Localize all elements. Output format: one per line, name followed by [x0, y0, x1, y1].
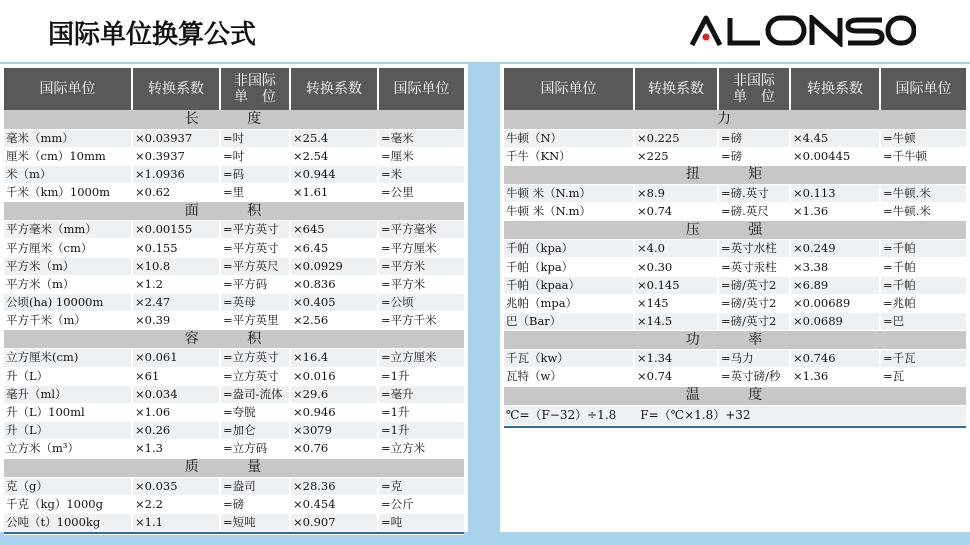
table-cell: ×0.39	[132, 312, 220, 330]
table-cell: ×1.06	[132, 403, 220, 421]
temperature-formula: ℃=（F−32）÷1.8 F=（℃×1.8）+32	[504, 405, 966, 425]
table-cell: =立方英寸	[220, 349, 290, 367]
table-cell: 毫米（mm）	[4, 129, 132, 147]
table-cell: =千帕	[880, 240, 966, 258]
table-cell: =平方米	[378, 257, 464, 275]
table-cell: ×0.225	[634, 129, 718, 147]
table-cell: =吨	[378, 513, 464, 531]
table-cell: =毫米	[378, 129, 464, 147]
table-cell: ×0.035	[132, 477, 220, 495]
table-cell: =磅	[718, 129, 790, 147]
table-cell: ×0.26	[132, 422, 220, 440]
table-cell: 千瓦（kw）	[504, 350, 634, 368]
table-cell: =平方毫米	[378, 221, 464, 239]
table-cell: ×0.00445	[790, 147, 880, 165]
table-cell: =里	[220, 184, 290, 202]
table-cell: =兆帕	[880, 294, 966, 312]
col-header-factor: 转换系数	[634, 68, 718, 110]
section-header-row	[504, 386, 966, 405]
section-header-row	[504, 221, 966, 240]
table-cell: ×0.3937	[132, 147, 220, 165]
table-cell: =立方码	[220, 440, 290, 458]
right-conversion-panel	[500, 64, 970, 532]
table-row	[504, 240, 966, 258]
section-title: 温 度	[504, 386, 966, 405]
table-cell: =立方厘米	[378, 349, 464, 367]
table-row	[504, 184, 966, 202]
table-cell: 千牛（KN）	[504, 147, 634, 165]
table-cell: =牛顿.米	[880, 184, 966, 202]
table-cell: ×3.38	[790, 258, 880, 276]
left-conversion-table	[4, 68, 464, 535]
table-cell: ×3079	[290, 422, 378, 440]
table-row	[4, 257, 464, 275]
table-cell: =英母	[220, 294, 290, 312]
table-row	[4, 221, 464, 239]
table-cell: ×0.74	[634, 203, 718, 221]
table-cell: ×145	[634, 294, 718, 312]
table-cell: =英寸汞柱	[718, 258, 790, 276]
table-row	[504, 294, 966, 312]
table-cell: =千牛顿	[880, 147, 966, 165]
table-cell: 米（m）	[4, 165, 132, 183]
table-cell: =克	[378, 477, 464, 495]
table-cell: =平方千米	[378, 312, 464, 330]
col-header-non-intl-unit: 非国际 单 位	[718, 68, 790, 110]
table-cell: 千米（km）1000m	[4, 184, 132, 202]
table-cell: ×0.62	[132, 184, 220, 202]
section-header-row	[4, 330, 464, 349]
table-cell: 平方米（m）	[4, 275, 132, 293]
table-cell: =1升	[378, 422, 464, 440]
table-cell: ×1.2	[132, 275, 220, 293]
table-cell: 克（g）	[4, 477, 132, 495]
table-cell: =1升	[378, 367, 464, 385]
col-header-factor: 转换系数	[790, 68, 880, 110]
table-cell: ×0.00689	[790, 294, 880, 312]
table-cell: ×10.8	[132, 257, 220, 275]
table-cell: ×1.3	[132, 440, 220, 458]
table-row	[4, 275, 464, 293]
table-cell: ×16.4	[290, 349, 378, 367]
table-cell: ×0.016	[290, 367, 378, 385]
table-cell: =英寸磅/秒	[718, 368, 790, 386]
table-cell: ×0.0929	[290, 257, 378, 275]
table-header-row	[4, 68, 464, 110]
table-cell: =加仑	[220, 422, 290, 440]
table-cell: 公顷(ha) 10000m	[4, 294, 132, 312]
table-row	[4, 294, 464, 312]
table-cell: ×0.76	[290, 440, 378, 458]
table-cell: ×1.61	[290, 184, 378, 202]
table-cell: ×2.2	[132, 495, 220, 513]
table-cell: =平方英寸	[220, 221, 290, 239]
table-cell: =公斤	[378, 495, 464, 513]
table-cell: 千帕（kpa）	[504, 258, 634, 276]
table-cell: =牛顿.米	[880, 203, 966, 221]
table-cell: ×0.836	[290, 275, 378, 293]
section-title: 长 度	[4, 110, 464, 129]
table-cell: ×61	[132, 367, 220, 385]
table-cell: =磅.英尺	[718, 203, 790, 221]
col-header-intl-unit: 国际单位	[4, 68, 132, 110]
table-row	[4, 184, 464, 202]
table-row	[4, 385, 464, 403]
table-cell: =盎司-流体	[220, 385, 290, 403]
table-cell: ×0.0689	[790, 313, 880, 331]
alonso-logo	[690, 15, 916, 47]
col-header-intl-unit: 国际单位	[880, 68, 966, 110]
table-row	[4, 129, 464, 147]
table-row	[504, 313, 966, 331]
table-row	[4, 312, 464, 330]
table-cell: ×0.03937	[132, 129, 220, 147]
table-cell: 瓦特（w）	[504, 368, 634, 386]
table-cell: =公里	[378, 184, 464, 202]
section-header-row	[504, 110, 966, 129]
table-cell: ×225	[634, 147, 718, 165]
section-header-row	[4, 110, 464, 129]
table-cell: 立方米（m³）	[4, 440, 132, 458]
table-cell: ×0.746	[790, 350, 880, 368]
table-cell: =马力	[718, 350, 790, 368]
table-cell: 平方米（m）	[4, 257, 132, 275]
table-cell: ×2.54	[290, 147, 378, 165]
table-cell: 千帕（kpa）	[504, 240, 634, 258]
table-cell: =平方码	[220, 275, 290, 293]
col-header-intl-unit: 国际单位	[504, 68, 634, 110]
table-cell: ×0.30	[634, 258, 718, 276]
section-title: 质 量	[4, 458, 464, 477]
table-cell: =巴	[880, 313, 966, 331]
table-row	[4, 147, 464, 165]
table-cell: =立方英寸	[220, 367, 290, 385]
table-cell: ×2.47	[132, 294, 220, 312]
table-cell: ×0.74	[634, 368, 718, 386]
table-cell: ×0.944	[290, 165, 378, 183]
table-cell: =米	[378, 165, 464, 183]
table-cell: 牛顿（N）	[504, 129, 634, 147]
table-bottom-border	[504, 425, 966, 428]
table-cell: =磅/英寸2	[718, 276, 790, 294]
table-cell: =平方米	[378, 275, 464, 293]
table-bottom-border	[4, 532, 464, 535]
table-cell: ×4.45	[790, 129, 880, 147]
table-cell: ×645	[290, 221, 378, 239]
table-row	[504, 203, 966, 221]
table-row	[504, 276, 966, 294]
table-row	[4, 513, 464, 531]
table-cell: =1升	[378, 403, 464, 421]
left-conversion-panel	[0, 64, 468, 532]
table-row	[4, 422, 464, 440]
table-cell: =短吨	[220, 513, 290, 531]
table-row	[4, 367, 464, 385]
section-header-row	[4, 202, 464, 221]
table-cell: ×0.113	[790, 184, 880, 202]
table-cell: 厘米（cm）10mm	[4, 147, 132, 165]
table-cell: 千帕（kpaa）	[504, 276, 634, 294]
table-cell: ×8.9	[634, 184, 718, 202]
table-cell: =千瓦	[880, 350, 966, 368]
section-title: 功 率	[504, 331, 966, 350]
table-cell: 平方厘米（cm）	[4, 239, 132, 257]
bottom-rule	[4, 532, 464, 535]
table-cell: ×1.34	[634, 350, 718, 368]
section-title: 容 积	[4, 330, 464, 349]
table-cell: =千帕	[880, 276, 966, 294]
table-cell: =千帕	[880, 258, 966, 276]
table-cell: ×0.145	[634, 276, 718, 294]
table-row	[504, 147, 966, 165]
table-cell: 平方千米（m）	[4, 312, 132, 330]
table-row	[504, 350, 966, 368]
table-row	[4, 239, 464, 257]
table-cell: ×29.6	[290, 385, 378, 403]
table-cell: ×0.907	[290, 513, 378, 531]
table-cell: ×0.034	[132, 385, 220, 403]
table-cell: =码	[220, 165, 290, 183]
table-cell: =立方米	[378, 440, 464, 458]
right-conversion-table	[504, 68, 966, 429]
table-cell: =盎司	[220, 477, 290, 495]
table-cell: =平方英尺	[220, 257, 290, 275]
table-cell: ×0.155	[132, 239, 220, 257]
formula-row	[504, 405, 966, 425]
table-cell: ×6.45	[290, 239, 378, 257]
table-cell: =磅.英寸	[718, 184, 790, 202]
section-header-row	[504, 165, 966, 184]
table-cell: ×0.454	[290, 495, 378, 513]
col-header-non-intl-unit: 非国际 单 位	[220, 68, 290, 110]
table-cell: 千克（kg）1000g	[4, 495, 132, 513]
table-cell: ×1.36	[790, 368, 880, 386]
table-cell: 升（L）	[4, 422, 132, 440]
header	[0, 0, 970, 62]
table-cell: =公顷	[378, 294, 464, 312]
page-title: 国际单位换算公式	[48, 20, 257, 50]
table-row	[4, 477, 464, 495]
table-cell: =磅/英寸2	[718, 313, 790, 331]
section-title: 扭 矩	[504, 165, 966, 184]
table-cell: =平方英里	[220, 312, 290, 330]
table-cell: =夸脱	[220, 403, 290, 421]
table-row	[4, 440, 464, 458]
table-cell: 立方厘米(cm)	[4, 349, 132, 367]
table-header-row	[504, 68, 966, 110]
section-header-row	[4, 458, 464, 477]
bottom-rule	[504, 425, 966, 428]
table-row	[504, 129, 966, 147]
section-title: 压 强	[504, 221, 966, 240]
table-cell: =瓦	[880, 368, 966, 386]
section-title: 力	[504, 110, 966, 129]
table-cell: ×2.56	[290, 312, 378, 330]
table-cell: =毫升	[378, 385, 464, 403]
section-header-row	[504, 331, 966, 350]
table-cell: 毫升（ml）	[4, 385, 132, 403]
table-cell: ×1.0936	[132, 165, 220, 183]
table-cell: =牛顿	[880, 129, 966, 147]
table-row	[504, 258, 966, 276]
table-cell: 升（L）100ml	[4, 403, 132, 421]
table-cell: =平方厘米	[378, 239, 464, 257]
table-cell: ×28.36	[290, 477, 378, 495]
table-cell: ×0.061	[132, 349, 220, 367]
table-cell: =磅	[220, 495, 290, 513]
col-header-intl-unit: 国际单位	[378, 68, 464, 110]
table-cell: ×0.405	[290, 294, 378, 312]
table-cell: 平方毫米（mm）	[4, 221, 132, 239]
table-cell: ×1.36	[790, 203, 880, 221]
table-cell: =吋	[220, 129, 290, 147]
table-cell: ×0.249	[790, 240, 880, 258]
table-cell: 公吨（t）1000kg	[4, 513, 132, 531]
table-cell: =英寸水柱	[718, 240, 790, 258]
col-header-factor: 转换系数	[290, 68, 378, 110]
table-cell: ×0.00155	[132, 221, 220, 239]
table-cell: =吋	[220, 147, 290, 165]
table-cell: ×14.5	[634, 313, 718, 331]
table-cell: 牛顿 米（N.m）	[504, 203, 634, 221]
table-cell: 升（L）	[4, 367, 132, 385]
table-cell: ×0.946	[290, 403, 378, 421]
col-header-factor: 转换系数	[132, 68, 220, 110]
table-cell: 巴（Bar）	[504, 313, 634, 331]
table-row	[4, 403, 464, 421]
table-cell: =磅/英寸2	[718, 294, 790, 312]
table-row	[4, 349, 464, 367]
table-cell: 兆帕（mpa）	[504, 294, 634, 312]
table-cell: =平方英寸	[220, 239, 290, 257]
table-cell: ×6.89	[790, 276, 880, 294]
table-row	[504, 368, 966, 386]
table-cell: ×25.4	[290, 129, 378, 147]
table-row	[4, 165, 464, 183]
table-cell: 牛顿 米（N.m）	[504, 184, 634, 202]
table-cell: ×1.1	[132, 513, 220, 531]
table-cell: =厘米	[378, 147, 464, 165]
table-cell: ×4.0	[634, 240, 718, 258]
table-cell: =磅	[718, 147, 790, 165]
section-title: 面 积	[4, 202, 464, 221]
table-row	[4, 495, 464, 513]
